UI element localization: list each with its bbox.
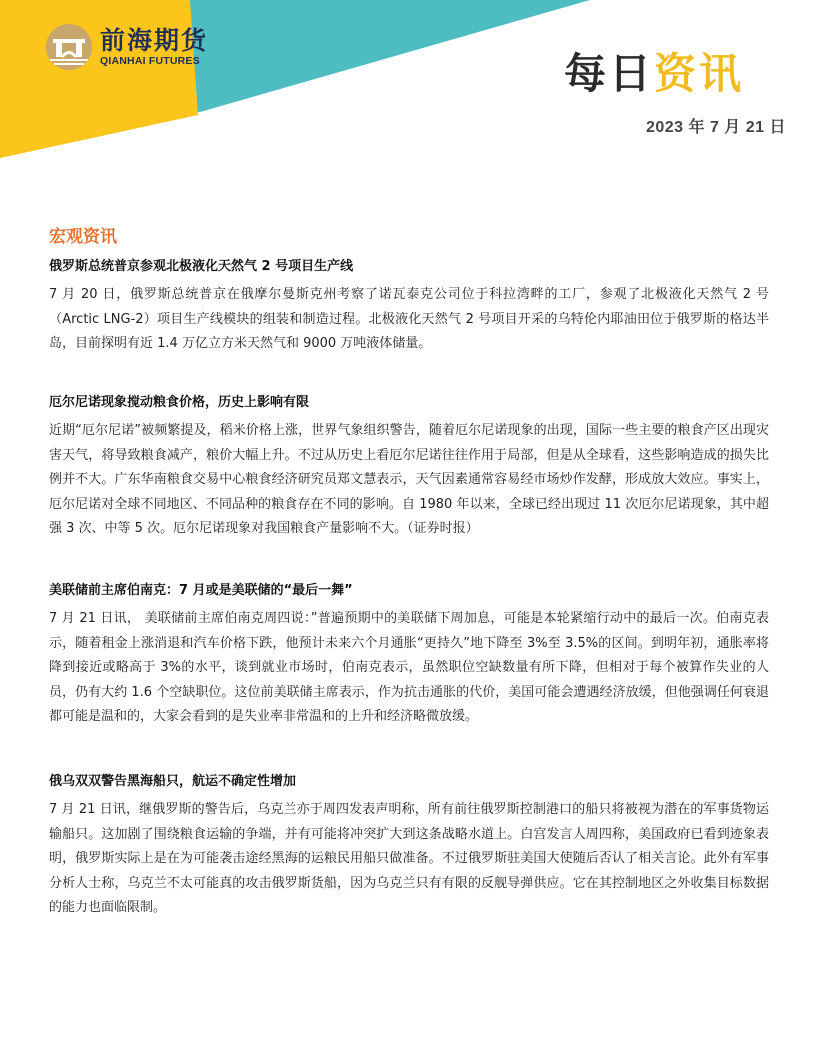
daily-news-title — [564, 48, 744, 100]
report-date: 2023 年 7 月 21 日 — [645, 119, 786, 136]
harbor-logo-icon — [44, 22, 94, 72]
article-title: 俄乌双双警告黑海船只，航运不确定性增加 — [49, 774, 297, 789]
article-title: 美联储前主席伯南克：7 月或是美联储的“最后一舞” — [49, 583, 353, 598]
section-heading-macro: 宏观资讯 — [49, 227, 117, 247]
company-logo — [44, 22, 208, 72]
article-body: 7 月 21 日讯，继俄罗斯的警告后，乌克兰亦于周四发表声明称，所有前往俄罗斯控制港口的船只将被视为潜在的军事货物运输船只。这加剧了围绕粮食运输的争端，并有可能将冲突扩大到这条战略水道上。白宫发言人周四称，美国政府已看到迹象表明，俄罗斯实际上是在为可能袭击途经黑海的运粮民用船只做准备。不过俄罗斯驻美国大使随后否认了相关言论。此外有军事分析人士称，乌克兰不太可能真的攻击俄罗斯货船，因为乌克兰只有有限的反舰导弹供应。它在其控制地区之外收集目标数据的能力也面临限制。 — [49, 802, 769, 915]
article-body: 7 月 20 日，俄罗斯总统普京在俄摩尔曼斯克州考察了诺瓦泰克公司位于科拉湾畔的工厂，参观了北极液化天然气 2 号（Arctic LNG-2）项目生产线模块的组装和制造过程。北极液化天然气 2 号项目开采的乌特伦内耶油田位于俄罗斯的格达半岛，目前探明有近 1.4 万亿立方米天然气和 9000 万吨液体储量。 — [49, 287, 769, 351]
article-putin-lng — [49, 257, 769, 357]
daily-title-accent: 资讯 — [653, 49, 744, 98]
article-bernanke — [49, 581, 769, 730]
article-title: 俄罗斯总统普京参观北极液化天然气 2 号项目生产线 — [49, 259, 354, 274]
logo-name-cn: 前海期货 — [100, 26, 209, 55]
article-title: 厄尔尼诺现象搅动粮食价格，历史上影响有限 — [49, 395, 310, 410]
article-body: 7 月 21 日讯， 美联储前主席伯南克周四说：”普遍预期中的美联储下周加息，可能是本轮紧缩行动中的最后一次。伯南克表示，随着租金上涨消退和汽车价格下跌，他预计未来六个月通胀“更持久”地下降至 3%至 3.5%的区间。到明年初，通胀率将降到接近或略高于 3%的水平，谈到就业市场时，伯南克表示，虽然职位空缺数量有所下降，但相对于每个被算作失业的人员，仍有大约 1.6 个空缺职位。这位前美联储主席表示，作为抗击通胀的代价，美国可能会遭遇经济放缓，但他强调任何衰退都可能是温和的，大家会看到的是失业率非常温和的上升和经济略微放缓。 — [49, 611, 769, 724]
article-el-nino — [49, 393, 769, 542]
article-black-sea — [49, 772, 769, 921]
daily-title-dark: 每日 — [563, 49, 654, 98]
logo-name-en: QIANHAI FUTURES — [100, 55, 200, 67]
article-body: 近期“厄尔尼诺”被频繁提及，稻米价格上涨，世界气象组织警告，随着厄尔尼诺现象的出现，国际一些主要的粮食产区出现灾害天气，将导致粮食减产，粮价大幅上升。不过从历史上看厄尔尼诺往往作用于局部，但是从全球看，这些影响造成的损失比例并不大。广东华南粮食交易中心粮食经济研究员郑文慧表示，天气因素通常容易经市场炒作发酵，形成放大效应。事实上，厄尔尼诺对全球不同地区、不同品种的粮食存在不同的影响。自 1980 年以来，全球已经出现过 11 次厄尔尼诺现象，其中超强 3 次、中等 5 次。厄尔尼诺现象对我国粮食产量影响不大。（证券时报） — [49, 423, 769, 536]
